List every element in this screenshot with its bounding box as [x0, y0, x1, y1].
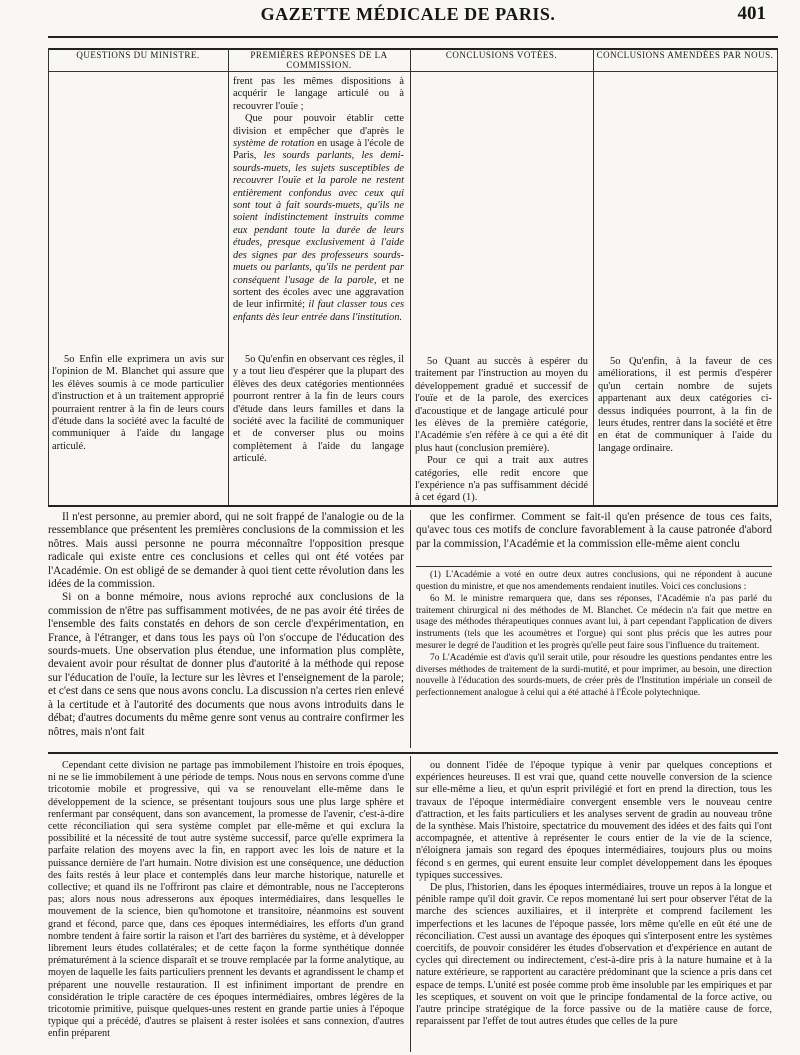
commission-response-block [233, 76, 404, 324]
amended-conclusion-5: 5o Qu'enfin, à la faveur de ces améliorations, il est permis d'espérer qu'un certain nombre de sujets appartenant aux deux catégories ci-dessus indiquées pourront, à la fin de leurs études, rentrer dans la société et être en état de communiquer à l'aide du langage ordinaire. [598, 356, 772, 454]
column-divider [593, 48, 594, 505]
page-header [48, 0, 768, 26]
column-header: PREMIÈRES RÉPONSES DE LA COMMISSION. [250, 50, 388, 70]
commentary-right: que les confirmer. Comment se fait-il qu'en présence de tous ces faits, qu'avec tous ces motifs de conclure favorablement à la cause patronée d'abord par la commission, l'Académie et la commission elle-même aient conclu [416, 511, 772, 550]
table-right-border [777, 48, 778, 505]
header-rule [48, 36, 778, 38]
paragraph: frent pas les mêmes dispositions à acquérir le langage articulé ou à recouvrer l'ouïe ; [233, 76, 404, 112]
history-text-left: Cependant cette division ne partage pas immobilement l'histoire en trois époques, ni ne se lie immobilement à une période de temps. Nous nous en servons comme d'une tricotomie mobile et progressive, qui va se renouvelant elle-même dans le développement de la science, se présentant toujours sous une plus large sphère et renfermant par conséquent, dans son avancement, la promesse de l'avenir, c'est-à-dire cette réconciliation qui sera système complet par elle-même et qui exclura la possibilité et la nécessité de tout autre système successif, parce qu'elle exprimera la parfaite relation des moyens avec la fin, en rapport avec les lois de nature et la puissance dernière de l'art humain. Notre division est une conséquence, une déduction des faits restés à leur place et contemplés dans leur marche historique, naturelle et collective; et quand ils ne l'offriront pas claire et démontrable, nous ne l'accepterons pas; alors nous nous adresserons aux époques intermédiaires, dans lesquelles le mouvement de la science, bien qu'homotone et transitoire, néanmoins est souvent grand et fécond, parce que, dans ces époques intermédiaires, les efforts d'un grand nombre tendent à faire sortir la raison et l'art des barrières du système, et à développer librement leurs études collatérales; et de cette façon la forme synthétique donnée prématurément à la science disparaît et se trouve remplacée par la forme analytique, au moyen de laquelle les faits particuliers prennent les devants et agrandissent le champ et préparent une nouvelle restauration. Il est infiniment important de prendre en considération le triple caractère de ces époques intermédiaires, ombres légères de la tricotomie primitive, puisque quelques-unes restent en grande partie unies à l'époque typique qui a précédé, d'autres se plaisent à rester isolées et sans connexion, d'autres enfin préparent [48, 760, 404, 1040]
column-divider [228, 48, 229, 505]
paragraph: Que pour pouvoir établir cette division et empêcher que d'après le système de rotation en usage à l'école de Paris, les sourds parlants, les demi-sourds-muets, les sujets susceptibles de recouvrer l'ouïe et la parole ne restent entièrement confondus avec ceux qui sont tout à fait sourds-muets, qu'ils ne soient indistinctement instruits comme eux pendant toute la durée de leurs études, presque exclusivement à l'aide des signes par des professeurs sourds-muets ou parlants, qu'ils ne perdent par conséquent l'usage de la parole, et ne sortent des écoles avec une aggravation de leur infirmité; il faut classer tous ces enfants dès leur entrée dans l'institution. [233, 113, 404, 323]
footnote-rule [416, 566, 772, 567]
table-bottom-rule [48, 505, 778, 507]
table-left-border [48, 48, 49, 505]
section-rule [48, 752, 778, 754]
column-header: CONCLUSIONS VOTÉES. [445, 50, 558, 60]
column-divider [410, 510, 411, 748]
footnote: (1) L'Académie a voté en outre deux autres conclusions, qui ne répondent à aucune question du ministre, et que nos amendements rendaient inutiles. Voici ces conclusions : 6o M. le ministre remarquera que, dans ses réponses, l'Académie n'a pas parlé du traitement chirurgical ni des méthodes de M. Blanchet. Ce médecin n'a fait que mettre en usage des méthodes thérapeutiques connues avant lui, à part cependant l'application de divers instruments (tels que les acoumètres et l'orgue) qui sont plus précis que les autres pour mesurer le degré de l'audition et les progrès qu'elle peut faire sous l'influence du traitement. 7o L'Académie est d'avis qu'il serait utile, pour résoudre les questions pendantes entre les diverses méthodes de traitement de la surdi-mutité, et pour imprimer, au besoin, une direction nouvelle à l'éducation des sourds-muets, de créer près de l'Institution impériale un conseil de perfectionnement analogue à celui qui a été attaché à l'École polytechnique. [416, 570, 772, 698]
voted-conclusion-5: 5o Quant au succès à espérer du traitement par l'instruction au moyen du développement gradué et successif de l'ouïe et de la parole, des exercices d'acoustique et de langage articulé pour les élèves de la première catégorie, l'Académie s'en réfère à ce qui a été dit plus haut (conclusion première). Pour ce qui a trait aux autres catégories, elle redit encore que l'expérience n'a pas suffisamment décidé à cet égard (1). [415, 356, 588, 504]
column-divider [410, 48, 411, 505]
commentary-left: Il n'est personne, au premier abord, qui ne soit frappé de l'analogie ou de la ressemblance que présentent les premières conclusions de la commission et les nôtres. Mais aussi personne ne pourra méconnaître l'opposition presque radicale qui existe entre ces conclusions et celles qui ont été votées par l'Académie. On est obligé de se demander à quoi tient cette révolution dans les idées de la commission. Si on a bonne mémoire, nous avions reproché aux conclusions de la commission de n'être pas suffisamment motivées, de ne pas avoir été tirées de l'ensemble des faits constatés en dehors de son cercle d'expérimentation, en France, à l'étranger, et dans tous les pays où l'on s'occupe de l'éducation des sourds-muets. Une observation plus étendue, une information plus complète, devaient avoir pour résultat de donner plus d'autorité à la méthode qui repose sur l'éducation de l'ouïe, la lecture sur les lèvres et l'enseignement de la parole; et c'est dans ce sens que nous avons conclu. La discussion n'a certes rien enlevé à la certitude et à l'autorité des documents que nous avons introduits dans le débat; d'autres documents du même genre sont venus au contraire confirmer les nôtres, mais n'ont fait [48, 511, 405, 738]
column-divider [410, 756, 411, 1052]
history-text-right: ou donnent l'idée de l'époque typique à venir par quelques conceptions et expériences heureuses. Il est vrai que, quand cette nouvelle conversion de la science sur elle-même a lieu, et qu'un esprit privilégié et fort en prend la direction, tous les travaux de l'époque intermédiaire convergent ensemble vers le nouveau centre d'attraction, et les faits particuliers et les analyses servent de gradin au nouveau trône de la synthèse. Mais l'histoire, spectatrice du mouvement des idées et des faits qui l'ont accompagnée, et attentive à représenter le cours entier de la vie de la science, n'éloignera jamais son regard des époques intermédiaires, toujours plus ou moins fécond s en germes, qui eurent ensuite leur complet développement dans les époques typiques successives. De plus, l'historien, dans les époques intermédiaires, trouve un repos à la longue et pénible rampe qu'il doit gravir. Ce repos momentané lui sert pour observer l'état de la marche des sciences auxiliaires, et il interprète et comprend facilement les imperfections et les lacunes de l'époque passée, lors même qu'elle en eût été une de réconciliation. C'est aussi un avantage des époques qui s'interposent entre les systèmes coercitifs, de pouvoir considérer les études d'observation et d'expérience en autant de cycles qui directement ou indirectement, c'est-à-dire pris à la nature humaine et à la nature extérieure, se rapportent au caractère prédominant que la science a pris dans cet espace de temps. L'unité est posée comme prob ème insoluble par les empiriques et par les sceptiques, et souvent on voit que le principe fondamental de la force active, ou l'autre principe stratégique de la force passive ou de la matière cause de force, reparaissent par l'effet de tout autres études que celles de la pure [416, 760, 772, 1028]
commission-response-5: 5o Qu'enfin en observant ces règles, il y a tout lieu d'espérer que la plupart des élèves des deux catégories mentionnées pourront rentrer à la fin de leurs cours d'étude dans leurs familles et dans la société avec la facilité de communiquer et de converser plus ou moins complètement à l'aide du langage articulé. [233, 354, 404, 465]
column-header: QUESTIONS DU MINISTRE. [76, 50, 200, 60]
journal-title: GAZETTE MÉDICALE DE PARIS. [260, 4, 556, 24]
ministry-question-5: 5o Enfin elle exprimera un avis sur l'opinion de M. Blanchet qui assure que les élèves soumis à ce mode particulier d'instruction et à un traitement approprié pourraient rentrer à la fin de leurs cours d'étude dans la société avec la faculté de communiquer à l'aide du langage articulé. [52, 354, 224, 452]
page-number: 401 [737, 3, 766, 24]
column-header: CONCLUSIONS AMENDÉES PAR NOUS. [596, 50, 774, 60]
